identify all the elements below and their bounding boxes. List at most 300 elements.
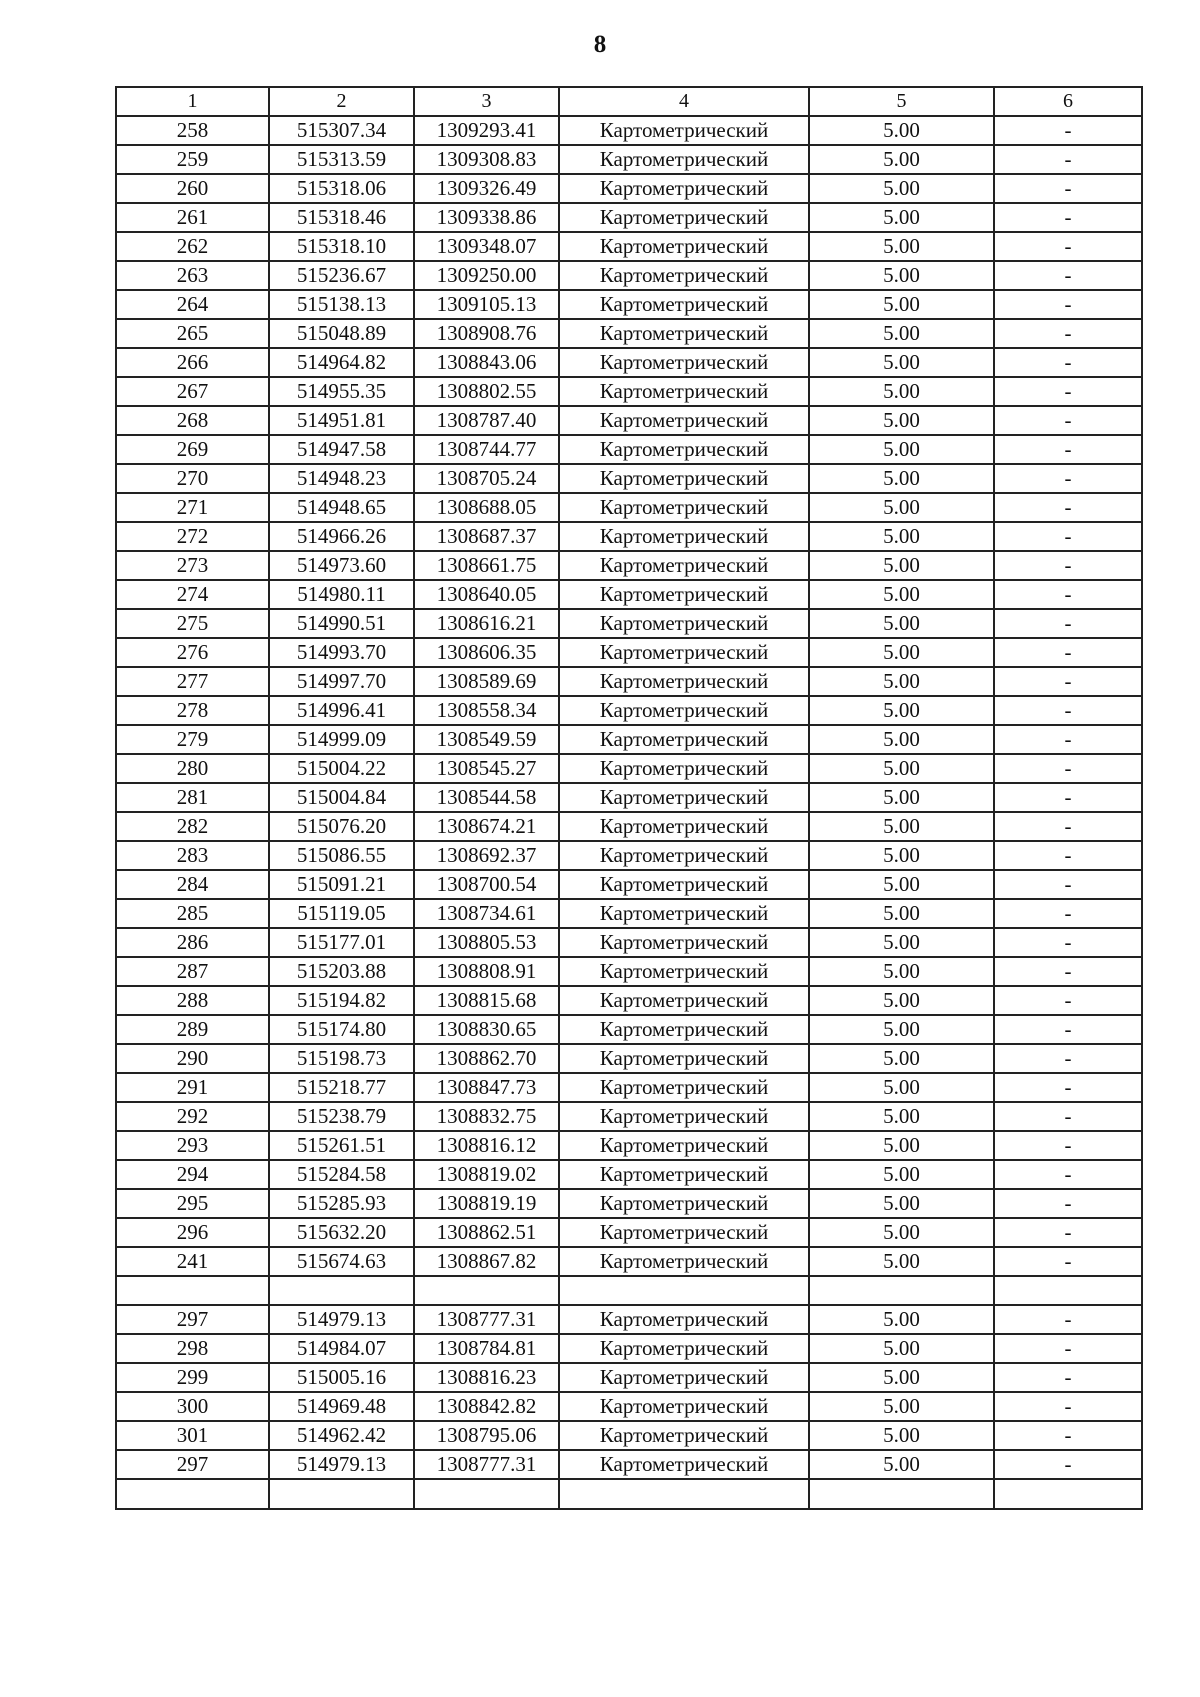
table-row — [116, 899, 1142, 928]
cell-method: Картометрический — [559, 1450, 809, 1479]
cell-note: - — [994, 754, 1142, 783]
table-row — [116, 725, 1142, 754]
cell-point-number: 267 — [116, 377, 269, 406]
cell-note: - — [994, 1160, 1142, 1189]
cell-y-coordinate: 1309348.07 — [414, 232, 559, 261]
table-row — [116, 870, 1142, 899]
cell-point-number: 287 — [116, 957, 269, 986]
cell-point-number: 286 — [116, 928, 269, 957]
cell-note: - — [994, 1189, 1142, 1218]
cell-y-coordinate: 1308862.51 — [414, 1218, 559, 1247]
cell-note: - — [994, 870, 1142, 899]
table-row — [116, 464, 1142, 493]
cell-point-number: 264 — [116, 290, 269, 319]
cell-point-number: 261 — [116, 203, 269, 232]
cell-method: Картометрический — [559, 232, 809, 261]
cell-note: - — [994, 522, 1142, 551]
cell-y-coordinate: 1308777.31 — [414, 1305, 559, 1334]
cell-x-coordinate: 514962.42 — [269, 1421, 414, 1450]
cell-note: - — [994, 638, 1142, 667]
table-row — [116, 1305, 1142, 1334]
cell-x-coordinate: 515236.67 — [269, 261, 414, 290]
cell-x-coordinate: 515632.20 — [269, 1218, 414, 1247]
table-row — [116, 1421, 1142, 1450]
cell-x-coordinate: 515004.22 — [269, 754, 414, 783]
cell-method: Картометрический — [559, 464, 809, 493]
cell-x-coordinate: 515076.20 — [269, 812, 414, 841]
cell-point-number: 266 — [116, 348, 269, 377]
cell-method: Картометрический — [559, 319, 809, 348]
cell-y-coordinate: 1309308.83 — [414, 145, 559, 174]
cell-point-number: 295 — [116, 1189, 269, 1218]
table-row — [116, 1044, 1142, 1073]
cell-x-coordinate: 514964.82 — [269, 348, 414, 377]
cell-x-coordinate: 514951.81 — [269, 406, 414, 435]
cell-point-number: 241 — [116, 1247, 269, 1276]
cell-method: Картометрический — [559, 1363, 809, 1392]
table-row — [116, 580, 1142, 609]
cell-y-coordinate: 1308616.21 — [414, 609, 559, 638]
cell-point-number: 280 — [116, 754, 269, 783]
table-row — [116, 406, 1142, 435]
cell-accuracy: 5.00 — [809, 232, 994, 261]
cell-y-coordinate: 1308734.61 — [414, 899, 559, 928]
cell-x-coordinate: 514955.35 — [269, 377, 414, 406]
cell-point-number: 269 — [116, 435, 269, 464]
cell-method: Картометрический — [559, 1189, 809, 1218]
cell-x-coordinate: 515198.73 — [269, 1044, 414, 1073]
table-row — [116, 116, 1142, 145]
table-row — [116, 348, 1142, 377]
cell-point-number: 296 — [116, 1218, 269, 1247]
cell-note: - — [994, 290, 1142, 319]
cell-point-number: 291 — [116, 1073, 269, 1102]
cell-y-coordinate: 1308830.65 — [414, 1015, 559, 1044]
cell-point-number: 260 — [116, 174, 269, 203]
cell-accuracy: 5.00 — [809, 1450, 994, 1479]
cell-y-coordinate: 1308819.19 — [414, 1189, 559, 1218]
cell-point-number: 268 — [116, 406, 269, 435]
empty-cell — [559, 1276, 809, 1305]
table-row — [116, 232, 1142, 261]
column-header-1: 1 — [116, 87, 269, 116]
cell-accuracy: 5.00 — [809, 609, 994, 638]
cell-point-number: 290 — [116, 1044, 269, 1073]
cell-accuracy: 5.00 — [809, 1160, 994, 1189]
cell-method: Картометрический — [559, 203, 809, 232]
cell-y-coordinate: 1308661.75 — [414, 551, 559, 580]
cell-accuracy: 5.00 — [809, 667, 994, 696]
empty-cell — [414, 1479, 559, 1509]
cell-accuracy: 5.00 — [809, 957, 994, 986]
cell-method: Картометрический — [559, 899, 809, 928]
cell-y-coordinate: 1308687.37 — [414, 522, 559, 551]
table-row — [116, 551, 1142, 580]
empty-separator-row — [116, 1479, 1142, 1509]
cell-accuracy: 5.00 — [809, 812, 994, 841]
cell-note: - — [994, 1218, 1142, 1247]
cell-method: Картометрический — [559, 1131, 809, 1160]
cell-y-coordinate: 1308544.58 — [414, 783, 559, 812]
cell-note: - — [994, 1421, 1142, 1450]
empty-separator-row — [116, 1276, 1142, 1305]
cell-accuracy: 5.00 — [809, 638, 994, 667]
cell-method: Картометрический — [559, 696, 809, 725]
cell-y-coordinate: 1308549.59 — [414, 725, 559, 754]
cell-y-coordinate: 1309293.41 — [414, 116, 559, 145]
cell-x-coordinate: 515218.77 — [269, 1073, 414, 1102]
cell-point-number: 299 — [116, 1363, 269, 1392]
cell-accuracy: 5.00 — [809, 1189, 994, 1218]
cell-y-coordinate: 1308787.40 — [414, 406, 559, 435]
cell-point-number: 275 — [116, 609, 269, 638]
cell-y-coordinate: 1308816.12 — [414, 1131, 559, 1160]
cell-method: Картометрический — [559, 609, 809, 638]
cell-accuracy: 5.00 — [809, 928, 994, 957]
cell-method: Картометрический — [559, 551, 809, 580]
cell-point-number: 273 — [116, 551, 269, 580]
cell-x-coordinate: 515318.46 — [269, 203, 414, 232]
cell-note: - — [994, 493, 1142, 522]
cell-x-coordinate: 515194.82 — [269, 986, 414, 1015]
cell-note: - — [994, 261, 1142, 290]
cell-y-coordinate: 1308819.02 — [414, 1160, 559, 1189]
empty-cell — [809, 1479, 994, 1509]
cell-note: - — [994, 812, 1142, 841]
cell-x-coordinate: 515313.59 — [269, 145, 414, 174]
cell-y-coordinate: 1308688.05 — [414, 493, 559, 522]
cell-y-coordinate: 1308784.81 — [414, 1334, 559, 1363]
cell-method: Картометрический — [559, 1102, 809, 1131]
column-header-5: 5 — [809, 87, 994, 116]
cell-note: - — [994, 1305, 1142, 1334]
table-row — [116, 696, 1142, 725]
cell-accuracy: 5.00 — [809, 406, 994, 435]
cell-note: - — [994, 1131, 1142, 1160]
cell-note: - — [994, 783, 1142, 812]
cell-x-coordinate: 515004.84 — [269, 783, 414, 812]
cell-x-coordinate: 514979.13 — [269, 1450, 414, 1479]
cell-note: - — [994, 551, 1142, 580]
cell-x-coordinate: 515005.16 — [269, 1363, 414, 1392]
cell-y-coordinate: 1308832.75 — [414, 1102, 559, 1131]
cell-y-coordinate: 1308640.05 — [414, 580, 559, 609]
empty-cell — [809, 1276, 994, 1305]
empty-cell — [116, 1479, 269, 1509]
column-header-2: 2 — [269, 87, 414, 116]
table-row — [116, 261, 1142, 290]
cell-note: - — [994, 841, 1142, 870]
table-row — [116, 812, 1142, 841]
cell-accuracy: 5.00 — [809, 1363, 994, 1392]
column-header-3: 3 — [414, 87, 559, 116]
cell-note: - — [994, 203, 1142, 232]
cell-method: Картометрический — [559, 174, 809, 203]
cell-point-number: 300 — [116, 1392, 269, 1421]
empty-cell — [559, 1479, 809, 1509]
table-header — [116, 87, 1142, 116]
cell-accuracy: 5.00 — [809, 348, 994, 377]
table-row — [116, 1160, 1142, 1189]
cell-method: Картометрический — [559, 725, 809, 754]
table-row — [116, 1247, 1142, 1276]
cell-note: - — [994, 377, 1142, 406]
cell-x-coordinate: 514979.13 — [269, 1305, 414, 1334]
table-row — [116, 609, 1142, 638]
cell-method: Картометрический — [559, 1218, 809, 1247]
cell-accuracy: 5.00 — [809, 116, 994, 145]
cell-x-coordinate: 515203.88 — [269, 957, 414, 986]
cell-method: Картометрический — [559, 145, 809, 174]
cell-x-coordinate: 515048.89 — [269, 319, 414, 348]
cell-method: Картометрический — [559, 435, 809, 464]
cell-x-coordinate: 515177.01 — [269, 928, 414, 957]
cell-x-coordinate: 514966.26 — [269, 522, 414, 551]
cell-point-number: 281 — [116, 783, 269, 812]
cell-y-coordinate: 1308908.76 — [414, 319, 559, 348]
cell-note: - — [994, 1044, 1142, 1073]
cell-note: - — [994, 1015, 1142, 1044]
cell-y-coordinate: 1308589.69 — [414, 667, 559, 696]
cell-note: - — [994, 1363, 1142, 1392]
cell-note: - — [994, 1073, 1142, 1102]
cell-point-number: 258 — [116, 116, 269, 145]
cell-note: - — [994, 696, 1142, 725]
cell-y-coordinate: 1308816.23 — [414, 1363, 559, 1392]
table-row — [116, 783, 1142, 812]
cell-note: - — [994, 580, 1142, 609]
cell-point-number: 288 — [116, 986, 269, 1015]
cell-y-coordinate: 1308802.55 — [414, 377, 559, 406]
cell-accuracy: 5.00 — [809, 551, 994, 580]
cell-accuracy: 5.00 — [809, 1044, 994, 1073]
cell-method: Картометрический — [559, 348, 809, 377]
cell-point-number: 282 — [116, 812, 269, 841]
empty-cell — [269, 1276, 414, 1305]
cell-accuracy: 5.00 — [809, 174, 994, 203]
table-row — [116, 174, 1142, 203]
cell-y-coordinate: 1308674.21 — [414, 812, 559, 841]
cell-accuracy: 5.00 — [809, 899, 994, 928]
cell-accuracy: 5.00 — [809, 319, 994, 348]
cell-accuracy: 5.00 — [809, 783, 994, 812]
cell-note: - — [994, 609, 1142, 638]
table-row — [116, 1334, 1142, 1363]
empty-cell — [994, 1276, 1142, 1305]
cell-x-coordinate: 515086.55 — [269, 841, 414, 870]
cell-x-coordinate: 515674.63 — [269, 1247, 414, 1276]
cell-accuracy: 5.00 — [809, 261, 994, 290]
cell-method: Картометрический — [559, 1334, 809, 1363]
cell-method: Картометрический — [559, 957, 809, 986]
table-row — [116, 754, 1142, 783]
table-row — [116, 435, 1142, 464]
cell-accuracy: 5.00 — [809, 145, 994, 174]
cell-point-number: 297 — [116, 1305, 269, 1334]
cell-x-coordinate: 515238.79 — [269, 1102, 414, 1131]
cell-y-coordinate: 1308808.91 — [414, 957, 559, 986]
page-number: 8 — [593, 31, 607, 58]
cell-note: - — [994, 725, 1142, 754]
cell-method: Картометрический — [559, 406, 809, 435]
cell-note: - — [994, 899, 1142, 928]
cell-accuracy: 5.00 — [809, 870, 994, 899]
cell-y-coordinate: 1309338.86 — [414, 203, 559, 232]
cell-x-coordinate: 515091.21 — [269, 870, 414, 899]
cell-note: - — [994, 1247, 1142, 1276]
table-row — [116, 290, 1142, 319]
cell-accuracy: 5.00 — [809, 1392, 994, 1421]
cell-point-number: 298 — [116, 1334, 269, 1363]
cell-note: - — [994, 928, 1142, 957]
table-row — [116, 377, 1142, 406]
cell-accuracy: 5.00 — [809, 696, 994, 725]
cell-accuracy: 5.00 — [809, 203, 994, 232]
cell-y-coordinate: 1308744.77 — [414, 435, 559, 464]
cell-accuracy: 5.00 — [809, 1305, 994, 1334]
cell-method: Картометрический — [559, 667, 809, 696]
cell-y-coordinate: 1308842.82 — [414, 1392, 559, 1421]
cell-accuracy: 5.00 — [809, 377, 994, 406]
cell-method: Картометрический — [559, 986, 809, 1015]
table-row — [116, 928, 1142, 957]
cell-x-coordinate: 515285.93 — [269, 1189, 414, 1218]
table-body — [116, 116, 1142, 1509]
cell-accuracy: 5.00 — [809, 464, 994, 493]
cell-y-coordinate: 1309250.00 — [414, 261, 559, 290]
cell-x-coordinate: 515138.13 — [269, 290, 414, 319]
cell-point-number: 272 — [116, 522, 269, 551]
cell-x-coordinate: 514973.60 — [269, 551, 414, 580]
cell-method: Картометрический — [559, 1421, 809, 1450]
cell-x-coordinate: 514947.58 — [269, 435, 414, 464]
column-header-4: 4 — [559, 87, 809, 116]
cell-accuracy: 5.00 — [809, 754, 994, 783]
cell-note: - — [994, 145, 1142, 174]
cell-method: Картометрический — [559, 638, 809, 667]
cell-accuracy: 5.00 — [809, 1334, 994, 1363]
cell-y-coordinate: 1308805.53 — [414, 928, 559, 957]
cell-x-coordinate: 514996.41 — [269, 696, 414, 725]
cell-x-coordinate: 514948.65 — [269, 493, 414, 522]
cell-point-number: 293 — [116, 1131, 269, 1160]
table-row — [116, 957, 1142, 986]
cell-method: Картометрический — [559, 1073, 809, 1102]
table-row — [116, 319, 1142, 348]
cell-y-coordinate: 1308795.06 — [414, 1421, 559, 1450]
cell-accuracy: 5.00 — [809, 435, 994, 464]
cell-accuracy: 5.00 — [809, 290, 994, 319]
cell-method: Картометрический — [559, 870, 809, 899]
cell-y-coordinate: 1308847.73 — [414, 1073, 559, 1102]
cell-accuracy: 5.00 — [809, 522, 994, 551]
cell-y-coordinate: 1308862.70 — [414, 1044, 559, 1073]
cell-method: Картометрический — [559, 1160, 809, 1189]
cell-note: - — [994, 174, 1142, 203]
table-row — [116, 1218, 1142, 1247]
cell-method: Картометрический — [559, 522, 809, 551]
cell-point-number: 284 — [116, 870, 269, 899]
cell-point-number: 274 — [116, 580, 269, 609]
cell-note: - — [994, 1450, 1142, 1479]
table-row — [116, 1392, 1142, 1421]
cell-x-coordinate: 514997.70 — [269, 667, 414, 696]
cell-accuracy: 5.00 — [809, 1421, 994, 1450]
cell-point-number: 263 — [116, 261, 269, 290]
cell-note: - — [994, 319, 1142, 348]
table-row — [116, 522, 1142, 551]
cell-x-coordinate: 514969.48 — [269, 1392, 414, 1421]
cell-y-coordinate: 1309105.13 — [414, 290, 559, 319]
cell-note: - — [994, 232, 1142, 261]
cell-accuracy: 5.00 — [809, 1073, 994, 1102]
table-row — [116, 145, 1142, 174]
cell-accuracy: 5.00 — [809, 986, 994, 1015]
cell-x-coordinate: 514948.23 — [269, 464, 414, 493]
cell-point-number: 294 — [116, 1160, 269, 1189]
header-row — [116, 87, 1142, 116]
table-row — [116, 1363, 1142, 1392]
cell-method: Картометрический — [559, 261, 809, 290]
cell-note: - — [994, 406, 1142, 435]
empty-cell — [116, 1276, 269, 1305]
cell-y-coordinate: 1308558.34 — [414, 696, 559, 725]
cell-note: - — [994, 957, 1142, 986]
cell-y-coordinate: 1308692.37 — [414, 841, 559, 870]
cell-y-coordinate: 1308700.54 — [414, 870, 559, 899]
cell-note: - — [994, 116, 1142, 145]
cell-point-number: 259 — [116, 145, 269, 174]
cell-x-coordinate: 515119.05 — [269, 899, 414, 928]
cell-point-number: 276 — [116, 638, 269, 667]
cell-y-coordinate: 1308815.68 — [414, 986, 559, 1015]
empty-cell — [269, 1479, 414, 1509]
cell-point-number: 271 — [116, 493, 269, 522]
table-row — [116, 1189, 1142, 1218]
cell-x-coordinate: 514990.51 — [269, 609, 414, 638]
cell-method: Картометрический — [559, 1392, 809, 1421]
cell-method: Картометрический — [559, 754, 809, 783]
table-row — [116, 1015, 1142, 1044]
cell-method: Картометрический — [559, 812, 809, 841]
cell-method: Картометрический — [559, 1247, 809, 1276]
cell-accuracy: 5.00 — [809, 1247, 994, 1276]
cell-point-number: 278 — [116, 696, 269, 725]
table-row — [116, 986, 1142, 1015]
cell-x-coordinate: 515307.34 — [269, 116, 414, 145]
cell-note: - — [994, 435, 1142, 464]
table-row — [116, 1073, 1142, 1102]
cell-method: Картометрический — [559, 580, 809, 609]
cell-accuracy: 5.00 — [809, 493, 994, 522]
cell-y-coordinate: 1308606.35 — [414, 638, 559, 667]
table-row — [116, 841, 1142, 870]
cell-accuracy: 5.00 — [809, 841, 994, 870]
cell-note: - — [994, 1334, 1142, 1363]
cell-accuracy: 5.00 — [809, 1218, 994, 1247]
cell-point-number: 292 — [116, 1102, 269, 1131]
empty-cell — [994, 1479, 1142, 1509]
coordinates-table — [115, 86, 1143, 1510]
cell-method: Картометрический — [559, 116, 809, 145]
cell-point-number: 262 — [116, 232, 269, 261]
cell-point-number: 277 — [116, 667, 269, 696]
cell-note: - — [994, 1392, 1142, 1421]
cell-point-number: 270 — [116, 464, 269, 493]
cell-y-coordinate: 1308545.27 — [414, 754, 559, 783]
table-row — [116, 493, 1142, 522]
cell-x-coordinate: 514993.70 — [269, 638, 414, 667]
